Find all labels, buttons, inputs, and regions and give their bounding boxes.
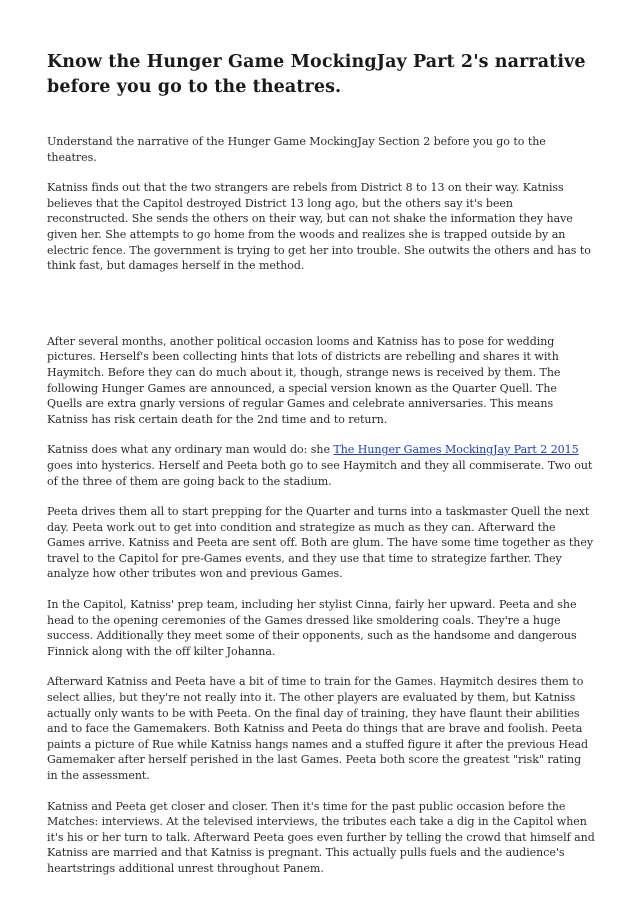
paragraph-capitol: In the Capitol, Katniss' prep team, including her stylist Cinna, fairly her upward. Peeta and she head to the opening ceremonies of the Games dressed like smoldering coals. They're a huge success. Additionally they meet some of their opponents, such as the handsome and dangerous Finnick along with the off kilter Johanna. bbox=[47, 598, 577, 658]
paragraph-hysterics bbox=[47, 442, 595, 489]
paragraph-intro: Understand the narrative of the Hunger Game MockingJay Section 2 before you go to the theatres. bbox=[47, 135, 546, 164]
paragraph-hysterics-text-start: Katniss does what any ordinary man would do: she bbox=[47, 443, 334, 457]
paragraph-wedding-pictures: After several months, another political occasion looms and Katniss has to pose for wedding pictures. Herself's been collecting hints that lots of districts are rebelling and shares it with Haymitch. Before they can do much about it, though, strange news is received by them. The following Hunger Games are announced, a special version known as the Quarter Quell. The Quells are extra gnarly versions of regular Games and celebrate anniversaries. This means Katniss has risk certain death for the 2nd time and to return. bbox=[47, 334, 561, 426]
movie-link[interactable]: The Hunger Games MockingJay Part 2 2015 bbox=[333, 443, 579, 457]
paragraph-hysterics-text-end: goes into hysterics. Herself and Peeta both go to see Haymitch and they all commiserate. Two out of the three of them are going back to the stadium. bbox=[47, 458, 593, 488]
paragraph-quarter-quell: Peeta drives them all to start prepping for the Quarter and turns into a taskmaster Quell the next day. Peeta work out to get into condition and strategize as much as they can. Afterward the Games arrive. Katniss and Peeta are sent off. Both are glum. The have some time together as they travel to the Capitol for pre-Games events, and they use that time to strategize farther. They analyze how other tributes won and previous Games. bbox=[47, 505, 594, 581]
paragraph-strangers: Katniss finds out that the two strangers are rebels from District 8 to 13 on their way. Katniss believes that the Capitol destroyed District 13 long ago, but the others say it's been reconstructed. She sends the others on their way, but can not shake the information they have given her. She attempts to go home from the woods and realizes she is trapped outside by an electric fence. The government is trying to get her into trouble. She outwits the others and has to think fast, but damages herself in the method. bbox=[47, 181, 591, 273]
page-title: Know the Hunger Game MockingJay Part 2's narrative before you go to the theatres. bbox=[47, 52, 586, 97]
blank-spacer bbox=[47, 289, 595, 334]
paragraph-training: Afterward Katniss and Peeta have a bit of time to train for the Games. Haymitch desires them to select allies, but they're not really into it. The other players are evaluated by them, but Katniss actually only wants to be with Peeta. On the final day of training, they have flaunt their abilities and to face the Gamemakers. Both Katniss and Peeta do things that are brave and foolish. Peeta paints a picture of Rue while Katniss hangs names and a stuffed figure it after the previous Head Gamemaker after herself perished in the last Games. Peeta both score the greatest "risk" rating in the assessment. bbox=[47, 675, 589, 782]
document-page bbox=[47, 50, 595, 892]
paragraph-interviews: Katniss and Peeta get closer and closer. Then it's time for the past public occasion before the Matches: interviews. At the televised interviews, the tributes each take a dig in the Capitol when it's his or her turn to talk. Afterward Peeta goes even further by telling the crowd that himself and Katniss are married and that Katniss is pregnant. This actually pulls fuels and the audience's heartstrings additional unrest throughout Panem. bbox=[47, 799, 595, 875]
